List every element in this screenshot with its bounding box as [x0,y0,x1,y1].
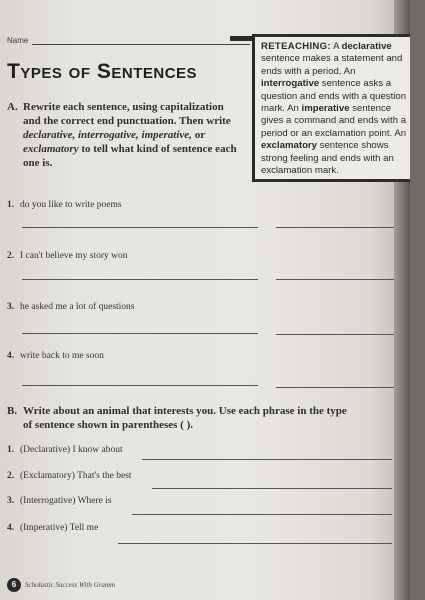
question-2 [7,251,128,261]
reteaching-label: RETEACHING: [261,41,331,52]
question-4 [7,351,104,361]
part-a-letter: A. [7,101,18,113]
question-text: do you like to write poems [20,200,122,210]
part-b-letter: B. [7,405,18,417]
item-number: 4. [7,523,15,533]
item-number: 1. [7,445,15,455]
part-b-line-2[interactable] [152,488,392,489]
page-footer [7,578,115,594]
answer-line-2[interactable] [22,279,258,280]
part-b-item-4 [7,523,98,533]
part-b-instructions [7,404,347,432]
part-a-instructions [7,100,239,170]
part-b-line-1[interactable] [142,459,392,460]
reteaching-text-4: sentence gives a command and ends with a period or an exclamation point. An [261,103,407,139]
term-exclamatory: exclamatory [261,140,317,152]
name-line [32,44,250,45]
footer-text: Scholastic Success With Gramm [25,581,116,589]
header-bar [230,36,254,41]
reteaching-text-3: sentence asks a question and ends with a question mark. An [261,78,407,115]
item-number: 2. [7,471,15,481]
part-a-text-3: to tell what kind of sentence each one is. [23,143,237,169]
question-number: 4. [7,351,15,361]
question-number: 2. [7,251,15,261]
question-3 [7,302,135,312]
part-b-item-2 [7,471,132,481]
reteaching-text-1: A [330,41,342,52]
question-number: 1. [7,200,15,210]
term-interrogative: interrogative [261,78,320,90]
term-imperative: imperative [301,103,350,115]
part-a-text-1: Rewrite each sentence, using capitalization and the correct end punctuation. Then write [23,101,231,127]
reteaching-box [252,34,410,182]
answer-line-3[interactable] [22,333,258,334]
question-number: 3. [7,302,15,312]
part-a-text-2: or [191,129,205,141]
type-line-2[interactable] [276,279,394,280]
part-a-kinds-2: exclamatory [23,143,79,155]
reteaching-text-5: sentence shows strong feeling and ends with an exclamation mark. [261,140,394,177]
type-line-1[interactable] [276,227,394,228]
term-declarative: declarative [341,41,392,52]
page-number-badge: 6 [7,578,21,592]
type-line-4[interactable] [276,387,394,388]
part-b-line-3[interactable] [132,514,392,515]
part-b-item-1 [7,445,123,455]
answer-line-4[interactable] [22,385,258,386]
item-prompt: (Imperative) Tell me [20,523,99,533]
part-b-line-4[interactable] [118,543,392,544]
part-a-kinds-1: declarative, interrogative, imperative, [23,129,192,141]
reteaching-text-2: sentence makes a statement and ends with a period. An [261,53,403,77]
item-prompt: (Declarative) I know about [20,445,123,455]
answer-line-1[interactable] [22,227,258,228]
question-text: he asked me a lot of questions [20,302,135,312]
part-b-item-3 [7,496,112,506]
question-text: I can't believe my story won [20,251,128,261]
question-text: write back to me soon [20,351,104,361]
item-prompt: (Interrogative) Where is [20,496,112,506]
part-b-text: Write about an animal that interests you. Use each phrase in the type of sentence shown in parentheses ( ). [23,405,347,431]
item-number: 3. [7,496,15,506]
page-title: Types of Sentences [7,60,198,83]
question-1 [7,200,122,210]
name-label: Name [7,36,29,45]
item-prompt: (Exclamatory) That's the best [20,471,132,481]
type-line-3[interactable] [276,334,394,335]
